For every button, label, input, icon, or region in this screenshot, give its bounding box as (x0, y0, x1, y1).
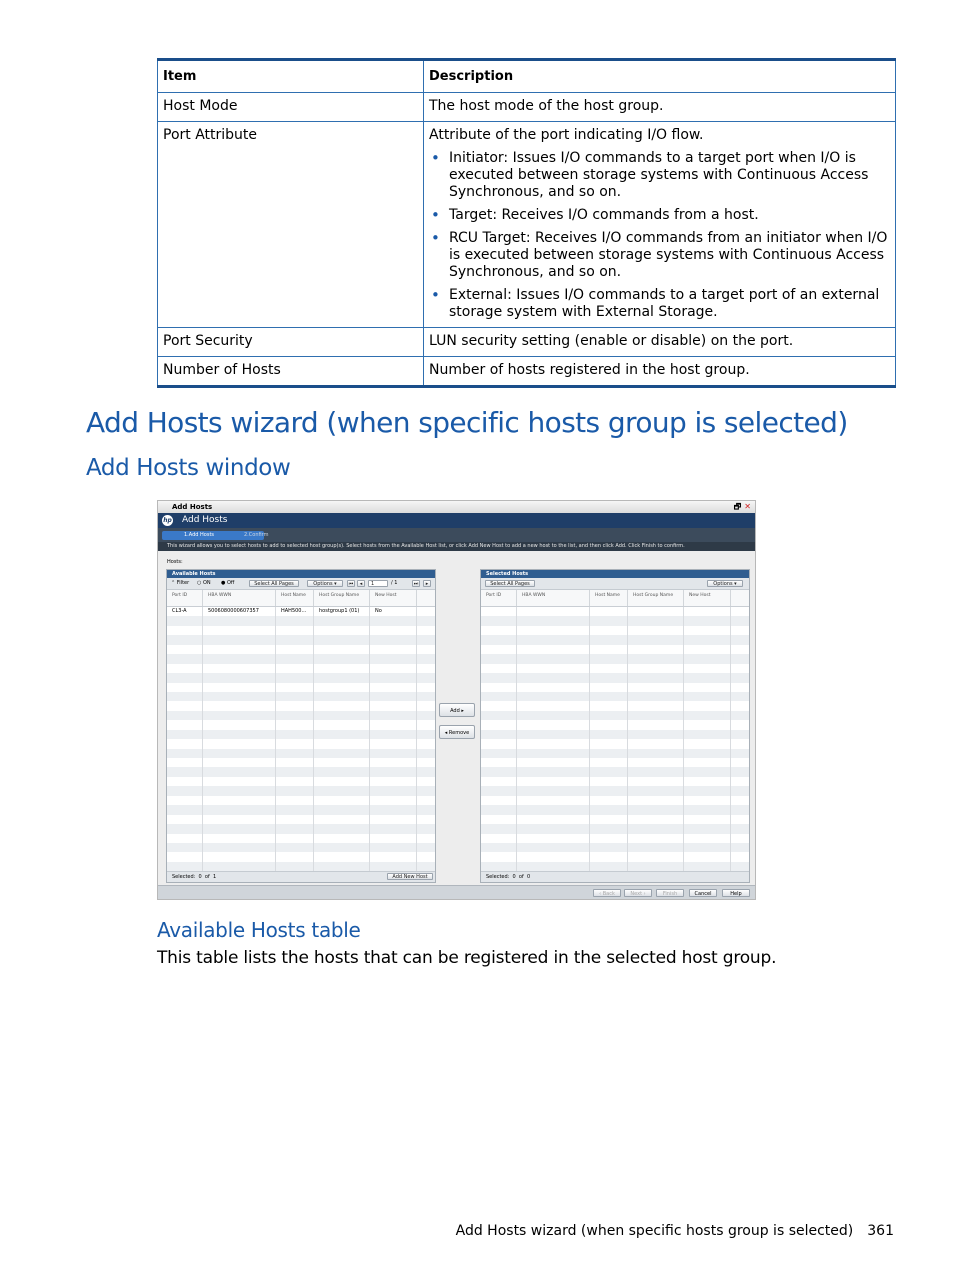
empty-row (167, 739, 435, 748)
panel-toolbar (167, 578, 435, 590)
description-text: Attribute of the port indicating I/O flow. (429, 127, 704, 143)
total-count: 0 (526, 874, 531, 880)
select-all-pages-button[interactable]: Select All Pages (249, 580, 299, 587)
cell-description: LUN security setting (enable or disable) on the port. (424, 328, 896, 357)
selected-label: Selected: (172, 874, 196, 880)
table-row[interactable] (167, 607, 435, 616)
empty-rows (481, 607, 749, 871)
empty-row (481, 796, 749, 805)
empty-row (167, 767, 435, 776)
of-label: of (204, 874, 210, 880)
grid-header (167, 590, 435, 607)
table-row (158, 93, 896, 122)
dialog-header (158, 513, 755, 528)
panel-footer (481, 871, 749, 882)
empty-row (167, 843, 435, 852)
table-heading: Available Hosts table (157, 918, 361, 942)
empty-row (167, 616, 435, 625)
select-all-pages-button[interactable]: Select All Pages (485, 580, 535, 587)
total-count: 1 (212, 874, 217, 880)
empty-row (481, 749, 749, 758)
table-row (158, 357, 896, 387)
selected-label: Selected: (486, 874, 510, 880)
wizard-description: This wizard allows you to select hosts to add to selected host group(s). Select hosts from the Available Host list, or click Add New Host to add a new host to the list, and then click Add. Click Finish to confirm. (158, 542, 755, 551)
empty-row (481, 645, 749, 654)
wizard-steps (158, 528, 755, 542)
page-total: / 1 (391, 580, 398, 586)
close-icon[interactable]: ✕ (744, 502, 751, 511)
cell-hba-wwn: 5006080000607357 (203, 607, 276, 616)
empty-row (481, 739, 749, 748)
dialog-title: Add Hosts (182, 515, 228, 525)
col-host-group-name[interactable]: Host Group Name (314, 590, 370, 606)
empty-row (167, 852, 435, 861)
empty-row (481, 786, 749, 795)
empty-row (481, 852, 749, 861)
help-button[interactable]: Help (722, 889, 750, 897)
empty-row (167, 834, 435, 843)
empty-row (167, 805, 435, 814)
col-hba-wwn[interactable]: HBA WWN (203, 590, 276, 606)
empty-row (481, 607, 749, 616)
empty-row (167, 683, 435, 692)
footer-title: Add Hosts wizard (when specific hosts group is selected) (455, 1223, 854, 1239)
empty-row (167, 654, 435, 663)
col-port-id[interactable]: Port ID (167, 590, 203, 606)
page-input[interactable]: 1 (368, 580, 388, 587)
empty-row (167, 692, 435, 701)
empty-row (167, 730, 435, 739)
cell-item: Port Security (158, 328, 424, 357)
selected-count: 0 (512, 874, 516, 880)
next-button[interactable]: Next › (624, 889, 652, 897)
bullet-list (429, 150, 890, 321)
col-new-host[interactable]: New Host (684, 590, 731, 606)
empty-row (167, 796, 435, 805)
empty-row (481, 805, 749, 814)
grid-rows (167, 607, 435, 616)
step-add-hosts[interactable]: 1.Add Hosts (162, 531, 264, 540)
options-dropdown[interactable]: Options ▾ (307, 580, 343, 587)
empty-row (167, 815, 435, 824)
empty-row (167, 749, 435, 758)
cell-host-name: HAH500... (276, 607, 314, 616)
add-button[interactable]: Add ▸ (439, 703, 475, 717)
cell-port-id: CL3-A (167, 607, 203, 616)
list-item: • External: Issues I/O commands to a target port of an external storage system with External Storage. (449, 287, 890, 321)
filter-on-radio[interactable]: ○ ON (197, 580, 211, 586)
col-new-host[interactable]: New Host (370, 590, 417, 606)
hp-logo: hp (163, 517, 172, 524)
empty-row (167, 645, 435, 654)
prev-page-icon[interactable]: ◂ (357, 580, 365, 587)
empty-row (167, 720, 435, 729)
empty-row (167, 777, 435, 786)
empty-row (481, 758, 749, 767)
empty-row (481, 720, 749, 729)
empty-row (167, 664, 435, 673)
cell-description (424, 122, 896, 328)
empty-row (167, 673, 435, 682)
empty-row (481, 626, 749, 635)
window-titlebar (158, 501, 755, 513)
selected-hosts-grid (481, 590, 749, 872)
selected-count: 0 (198, 874, 202, 880)
section-heading: Add Hosts wizard (when specific hosts group is selected) (86, 406, 848, 439)
table-header-row (158, 60, 896, 93)
cell-item: Port Attribute (158, 122, 424, 328)
header-description: Description (424, 60, 896, 93)
empty-row (481, 664, 749, 673)
empty-row (481, 834, 749, 843)
step-confirm[interactable]: 2.Confirm (244, 532, 269, 538)
empty-row (481, 824, 749, 833)
empty-row (481, 701, 749, 710)
col-port-id[interactable]: Port ID (481, 590, 517, 606)
empty-row (481, 635, 749, 644)
table-row (158, 328, 896, 357)
back-button[interactable]: ‹ Back (593, 889, 621, 897)
cancel-button[interactable]: Cancel (689, 889, 717, 897)
available-hosts-panel (166, 569, 436, 883)
finish-button[interactable]: Finish (656, 889, 684, 897)
empty-row (481, 777, 749, 786)
col-hba-wwn[interactable]: HBA WWN (517, 590, 590, 606)
page-number: 361 (867, 1223, 894, 1239)
wizard-button-bar (158, 885, 755, 899)
remove-button[interactable]: ◂ Remove (439, 725, 475, 739)
col-host-name[interactable]: Host Name (590, 590, 628, 606)
list-item: • RCU Target: Receives I/O commands from an initiator when I/O is executed between storage systems with Continuous Access Synchronous, and so on. (449, 230, 890, 281)
cell-item: Number of Hosts (158, 357, 424, 387)
add-new-host-button[interactable]: Add New Host (387, 873, 433, 880)
restore-icon[interactable]: 🗗 (733, 502, 742, 511)
empty-row (167, 786, 435, 795)
empty-row (167, 711, 435, 720)
page-footer (456, 1223, 894, 1239)
add-hosts-window-screenshot (157, 500, 756, 900)
selected-hosts-panel (480, 569, 750, 883)
empty-row (481, 767, 749, 776)
cell-host-group-name: hostgroup1 (01) (314, 607, 370, 616)
empty-row (481, 673, 749, 682)
panel-footer (167, 871, 435, 882)
empty-row (481, 843, 749, 852)
first-page-icon[interactable]: ⏮ (348, 581, 354, 587)
cell-description: The host mode of the host group. (424, 93, 896, 122)
of-label: of (518, 874, 524, 880)
empty-row (481, 862, 749, 871)
body-paragraph: This table lists the hosts that can be registered in the selected host group. (157, 948, 777, 968)
empty-row (481, 616, 749, 625)
list-item: • Target: Receives I/O commands from a host. (449, 207, 890, 224)
empty-row (481, 683, 749, 692)
next-page-icon[interactable]: ▸ (423, 580, 431, 587)
subsection-heading: Add Hosts window (86, 455, 291, 481)
panel-title: Selected Hosts (481, 570, 749, 578)
empty-row (167, 635, 435, 644)
empty-row (167, 626, 435, 635)
col-host-name[interactable]: Host Name (276, 590, 314, 606)
table-row (158, 122, 896, 328)
grid-header (481, 590, 749, 607)
last-page-icon[interactable]: ⏭ (413, 581, 419, 587)
empty-row (167, 862, 435, 871)
cell-item: Host Mode (158, 93, 424, 122)
cell-new-host: No (370, 607, 417, 616)
filter-off-radio[interactable]: ● Off (221, 580, 235, 586)
empty-row (481, 654, 749, 663)
empty-row (481, 711, 749, 720)
window-title: Add Hosts (172, 503, 213, 511)
col-host-group-name[interactable]: Host Group Name (628, 590, 684, 606)
panel-toolbar (481, 578, 749, 590)
empty-row (167, 758, 435, 767)
header-item: Item (158, 60, 424, 93)
filter-toggle[interactable]: ⌃ Filter (171, 580, 190, 586)
cell-description: Number of hosts registered in the host group. (424, 357, 896, 387)
list-item: • Initiator: Issues I/O commands to a target port when I/O is executed between storage systems with Continuous Access Synchronous, and so on. (449, 150, 890, 201)
options-dropdown[interactable]: Options ▾ (707, 580, 743, 587)
available-hosts-grid (167, 590, 435, 872)
empty-row (481, 815, 749, 824)
empty-rows (167, 616, 435, 871)
panel-title: Available Hosts (167, 570, 435, 578)
empty-row (481, 730, 749, 739)
hosts-label: Hosts: (167, 559, 183, 565)
empty-row (167, 701, 435, 710)
host-group-attributes-table (157, 58, 896, 388)
empty-row (167, 824, 435, 833)
empty-row (481, 692, 749, 701)
